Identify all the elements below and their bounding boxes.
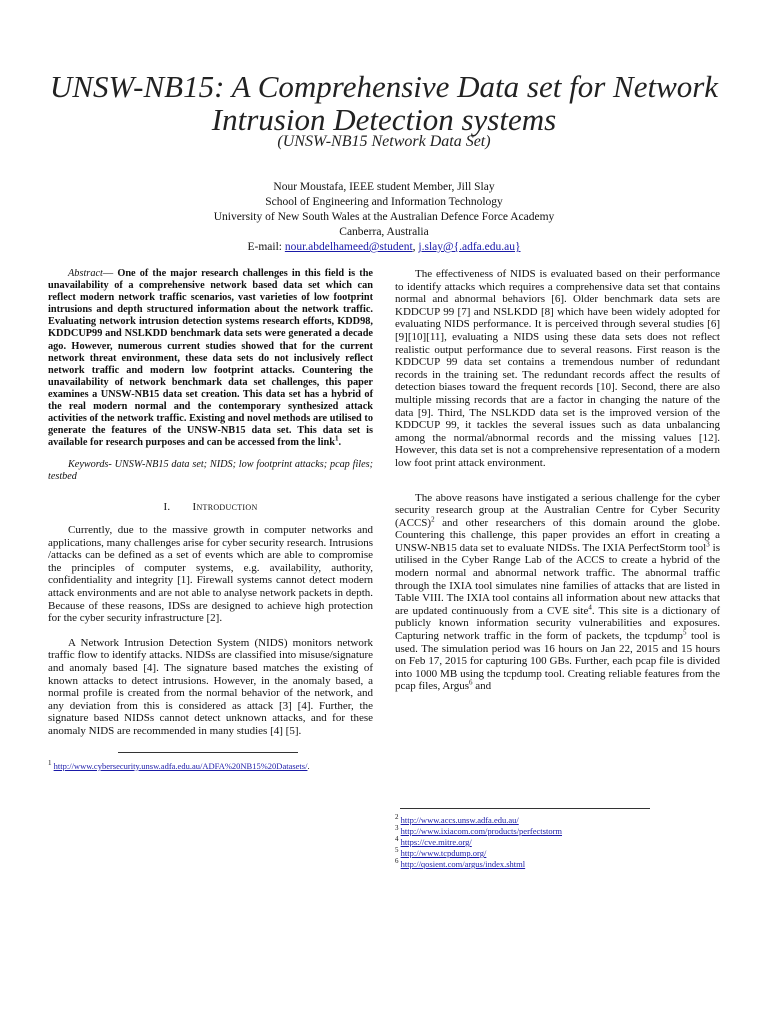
footnote-link[interactable]: http://www.ixiacom.com/products/perfectstorm [400, 826, 563, 836]
paragraph-text: and other researchers of this domain around the globe. Countering this challenge, this paper provides an effort in creating a UNSW-NB15 data set to evaluate NIDSs. The IXIA PerfectStorm tool [395, 516, 720, 554]
footnote-mark: 5 [395, 846, 399, 855]
body-paragraph-effectiveness: The effectiveness of NIDS is evaluated based on their performance to identify attacks which requires a comprehensive data set that contains normal and abnormal behaviors [6]. Older benchmark data sets are KDDCUP 99 [7] and NSLKDD [8] which have been widely adopted for evaluating NIDS performance. It is perceived through several studies [6][9][10][11], evaluating a NIDS using these data sets does not reflect realistic output performance due to several reasons. First reason is the KDDCUP 99 data set contains a tremendous number of redundant records in the training set. The redundant records affect the results of detection biases toward the frequent records [10]. Second, there are also multiple missing records that are a factor in changing the nature of the data [9]. Third, The NSLKDD data set is the improved version of the KDDCUP 99, it tackles the several issues such as data unbalancing among the normal/abnormal records and the missing values [12]. However, this data set is not a comprehensive representation of a modern low foot print attack environment. [395, 268, 720, 469]
section-heading-introduction [48, 501, 373, 514]
footnote-mark: 4 [588, 603, 592, 612]
affiliation-school: School of Engineering and Information Technology [265, 196, 503, 208]
email-label: E-mail: [247, 241, 282, 253]
body-paragraph-reasons [395, 492, 720, 694]
author-block [24, 180, 744, 255]
footnote-3 [395, 826, 720, 837]
section-number: I. [163, 501, 171, 514]
abstract-label: Abstract [68, 268, 103, 279]
footnote-end: . [307, 760, 310, 771]
right-column [395, 268, 720, 693]
footnote-mark: 3 [706, 540, 710, 549]
footnote-4 [395, 837, 720, 848]
author-location: Canberra, Australia [339, 226, 429, 238]
footnote-link[interactable]: http://www.tcpdump.org/ [400, 848, 487, 858]
footnote-2 [395, 815, 720, 826]
footnote-divider [400, 808, 650, 809]
footnote-5 [395, 848, 720, 859]
abstract-dash: — [102, 268, 114, 279]
paragraph-text: tool is used. The simulation period was 16 hours on Jan 22, 2015 and 15 hours on Feb 17, 2015 for capturing 100 GBs. Further, each pcap file is divided into 1000 MB using the tcpdump tool. Creating reliable features from the pcap files, Argus [395, 630, 721, 693]
intro-paragraph-1: Currently, due to the massive growth in computer networks and applications, many challenges arise for cyber security research. Intrusions /attacks can be defined as a set of events which are able to compromise the principles of computer systems, e.g. availability, authority, confidentiality and integrity [1]. Firewall systems cannot detect modern attack environments and are not able to analyse network packets in depth. Because of these reasons, IDSs are designed to achieve high protection for the cyber security infrastructure [2]. [48, 524, 373, 625]
affiliation-university: University of New South Wales at the Australian Defence Force Academy [213, 211, 555, 223]
left-column [48, 268, 373, 772]
footnote-link[interactable]: http://qosient.com/argus/index.shtml [400, 859, 526, 869]
keywords: Keywords- UNSW-NB15 data set; NIDS; low footprint attacks; pcap files; testbed [48, 459, 373, 483]
paragraph-text: . This site is a dictionary of publicly known information security vulnerabilities and exposures. Capturing network traffic in the form of packets, the tcpdump [395, 604, 720, 643]
footnote-divider [118, 752, 298, 753]
footnote-mark: 2 [395, 813, 399, 822]
footnote-link[interactable]: http://www.accs.unsw.adfa.edu.au/ [400, 815, 519, 825]
paragraph-text: The above reasons have instigated a serious challenge for the cyber security research group at the Australian Centre for Cyber Security (ACCS) [395, 491, 720, 529]
paper-title: UNSW-NB15: A Comprehensive Data set for Network Intrusion Detection systems [49, 69, 719, 137]
footnote-mark: 3 [395, 824, 399, 833]
section-title: Introduction [192, 501, 258, 514]
abstract-text: One of the major research challenges in this field is the unavailability of a comprehensive network based data set which can reflect modern network traffic scenarios, vast varieties of low footprint intrusions and depth structured information about the network traffic. Evaluating network intrusion detection systems research efforts, KDD98, KDDCUP99 and NSLKDD benchmark data sets were generated a decade ago. However, numerous current studies showed that for the current network threat environment, these data sets do not inclusively reflect network traffic and modern low footprint attacks. Countering the unavailability of network benchmark data set challenges, this paper examines a UNSW-NB15 data set creation. This data set has a hybrid of the real modern normal and the contemporary synthesized attack activities of the network traffic. Existing and novel methods are utilised to generate the features of the UNSW-NB15 data set. This data set is available for research purposes and can be accessed from the link [48, 268, 373, 449]
footnote-mark: 4 [395, 835, 399, 844]
abstract-end: . [338, 437, 342, 449]
footnote-mark: 5 [682, 628, 687, 637]
email-link-moustafa[interactable]: nour.abdelhameed@student [284, 241, 413, 253]
abstract-footnote-mark: 1 [334, 434, 339, 443]
author-names: Nour Moustafa, IEEE student Member, Jill Slay [273, 181, 495, 193]
right-footnotes [395, 808, 720, 870]
intro-paragraph-2: A Network Intrusion Detection System (NIDS) monitors network traffic flow to identify attacks. NIDSs are classified into misuse/signature and anomaly based [4]. The signature based matches the existing of known attacks to detect intrusions. However, in the anomaly based, a normal profile is created from the normal behavior of the network, and any deviation from this is considered as attack [3] [4]. Further, the signature based NIDSs cannot detect unknown attacks, and for these anomaly NIDS are recommended in many studies [4] [5]. [48, 636, 373, 737]
footnote-6 [395, 859, 720, 870]
email-line [24, 240, 744, 255]
paragraph-text: and [472, 680, 492, 693]
email-link-slay[interactable]: j.slay@{.adfa.edu.au} [418, 241, 521, 253]
paper-subtitle: (UNSW-NB15 Network Data Set) [277, 133, 491, 150]
footnote-mark: 1 [48, 758, 52, 767]
abstract [48, 268, 373, 449]
footnote-mark: 6 [395, 857, 399, 866]
footnote-mark: 6 [469, 678, 473, 687]
footnote-link[interactable]: http://www.cybersecurity.unsw.adfa.edu.au/ADFA%20NB15%20Datasets/ [53, 760, 308, 771]
footnote-mark: 2 [431, 515, 435, 524]
email-separator: , [412, 241, 416, 253]
paragraph-text: is utilised in the Cyber Range Lab of the ACCS to create a hybrid of the modern normal and abnormal network traffic. The abnormal traffic through the IXIA tool simulates nine families of attacks that are listed in Table VIII. The IXIA tool contains all information about new attacks that are updated continuously from a CVE site [395, 541, 721, 617]
footnote-link[interactable]: https://cve.mitre.org/ [400, 837, 472, 847]
footnote-1 [48, 758, 373, 772]
